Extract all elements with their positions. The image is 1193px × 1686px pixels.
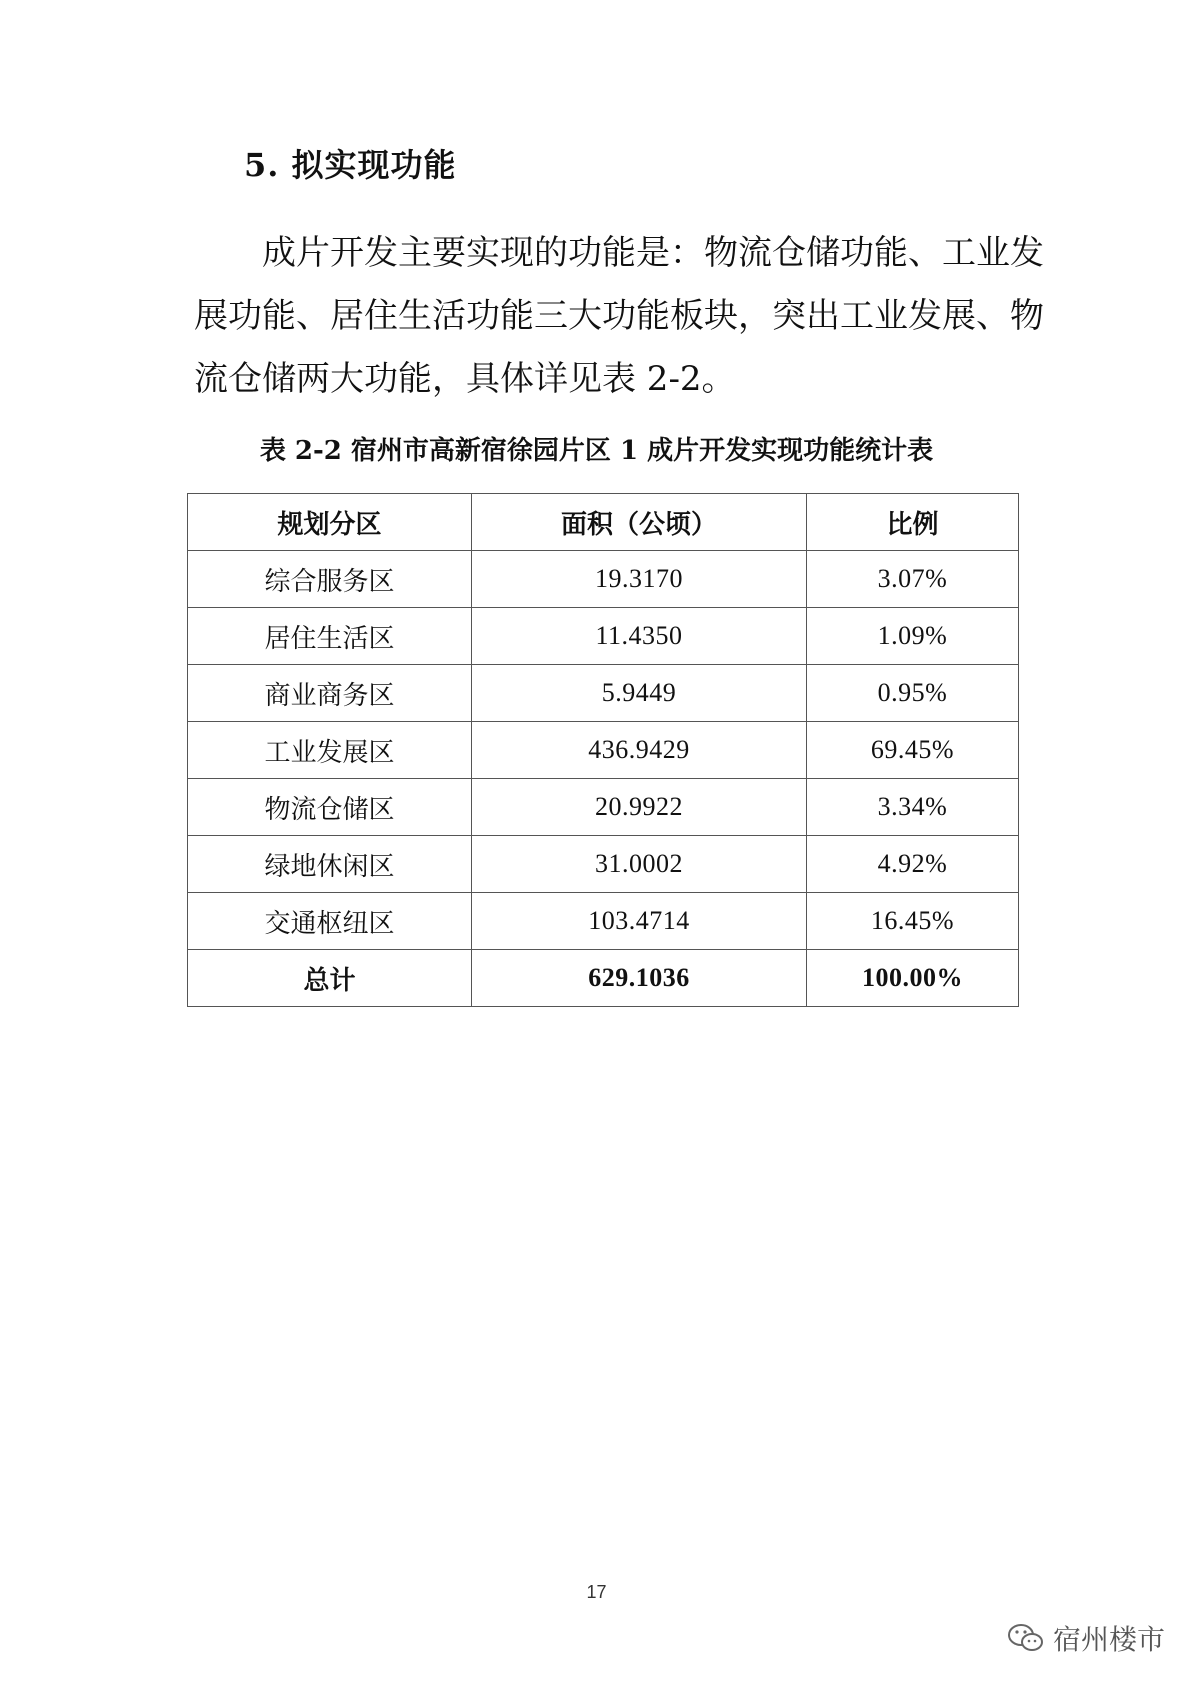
paragraph-line: 成片开发主要实现的功能是：物流仓储功能、工业发 xyxy=(262,233,1044,273)
table-caption: 表 2-2 宿州市高新宿徐园片区 1 成片开发实现功能统计表 xyxy=(259,436,934,466)
watermark xyxy=(1007,1618,1165,1658)
section-heading: 5. 拟实现功能 xyxy=(244,146,457,184)
table-row xyxy=(188,551,1019,608)
table-row xyxy=(188,779,1019,836)
paragraph-line: 展功能、居住生活功能三大功能板块，突出工业发展、物 xyxy=(194,296,1044,336)
area-cell: 31.0002 xyxy=(472,836,807,893)
zone-cell: 综合服务区 xyxy=(188,551,472,608)
total-ratio-cell: 100.00% xyxy=(807,950,1019,1007)
body-paragraph xyxy=(194,222,1044,411)
table-row xyxy=(188,665,1019,722)
zone-cell: 居住生活区 xyxy=(188,608,472,665)
area-cell: 19.3170 xyxy=(472,551,807,608)
table-row xyxy=(188,893,1019,950)
header-zone: 规划分区 xyxy=(188,494,472,551)
table-total-row xyxy=(188,950,1019,1007)
zone-cell: 物流仓储区 xyxy=(188,779,472,836)
ratio-cell: 1.09% xyxy=(807,608,1019,665)
ratio-cell: 69.45% xyxy=(807,722,1019,779)
area-cell: 436.9429 xyxy=(472,722,807,779)
zone-cell: 商业商务区 xyxy=(188,665,472,722)
area-cell: 5.9449 xyxy=(472,665,807,722)
table-row xyxy=(188,722,1019,779)
header-ratio: 比例 xyxy=(807,494,1019,551)
zone-cell: 绿地休闲区 xyxy=(188,836,472,893)
zone-cell: 工业发展区 xyxy=(188,722,472,779)
ratio-cell: 16.45% xyxy=(807,893,1019,950)
ratio-cell: 3.34% xyxy=(807,779,1019,836)
table-row xyxy=(188,836,1019,893)
function-statistics-table xyxy=(187,493,1019,1007)
table-header-row xyxy=(188,494,1019,551)
ratio-cell: 0.95% xyxy=(807,665,1019,722)
area-cell: 20.9922 xyxy=(472,779,807,836)
page-number: 17 xyxy=(586,1582,607,1602)
zone-cell: 交通枢纽区 xyxy=(188,893,472,950)
header-area: 面积（公顷） xyxy=(472,494,807,551)
ratio-cell: 3.07% xyxy=(807,551,1019,608)
total-label-cell: 总计 xyxy=(188,950,472,1007)
watermark-text: 宿州楼市 xyxy=(1052,1623,1165,1656)
table-row xyxy=(188,608,1019,665)
ratio-cell: 4.92% xyxy=(807,836,1019,893)
total-area-cell: 629.1036 xyxy=(472,950,807,1007)
area-cell: 103.4714 xyxy=(472,893,807,950)
wechat-icon xyxy=(1007,1622,1045,1654)
paragraph-line: 流仓储两大功能，具体详见表 2-2。 xyxy=(194,359,736,399)
area-cell: 11.4350 xyxy=(472,608,807,665)
